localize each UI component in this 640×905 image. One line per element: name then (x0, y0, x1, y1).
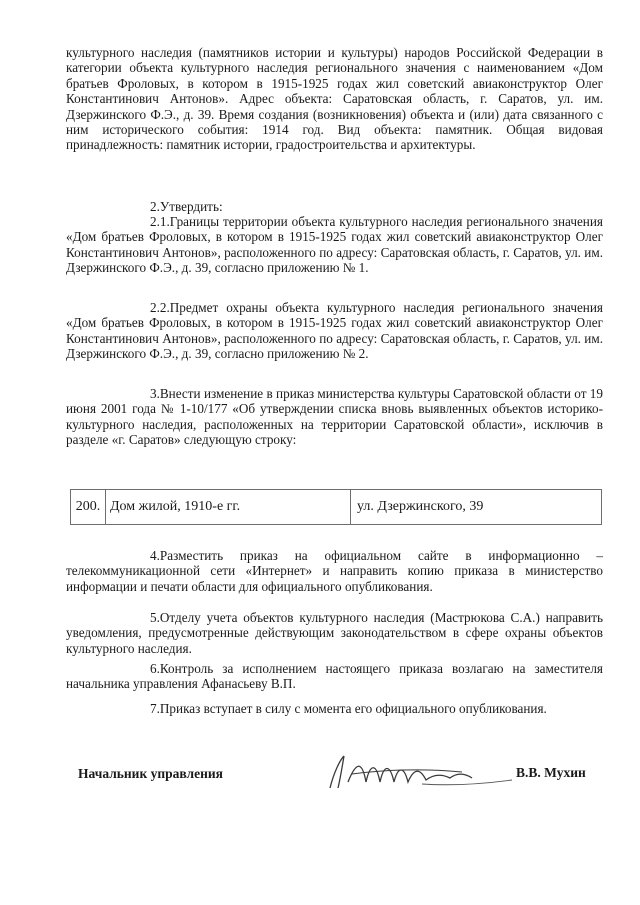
item-3-number: 3. (150, 386, 160, 401)
item-5-number: 5. (150, 610, 160, 625)
item-2-2-number: 2.2. (150, 300, 170, 315)
signatory-name: В.В. Мухин (516, 765, 586, 780)
item-2-1-number: 2.1. (150, 214, 170, 229)
item-6-number: 6. (150, 661, 160, 676)
item-2-1 (66, 214, 603, 276)
item-3-text: Внести изменение в приказ министерства культуры Саратовской области от 19 июня 2001 года № 1-10/177 «Об утверждении списка вновь выявленных объектов историко-культурного наследия, расположенных на территории Саратовской области», исключив в разделе «г. Саратов» следующую строку: (66, 386, 603, 448)
item-7 (66, 701, 603, 716)
item-3 (66, 386, 603, 448)
item-4 (66, 548, 603, 594)
item-2-2-text: Предмет охраны объекта культурного наследия регионального значения «Дом братьев Фроловых, в котором в 1915-1925 годах жил советский авиаконструктор Олег Константинович Антонов», расположенного по адресу: Саратовская область, г. Саратов, ул. им. Дзержинского Ф.Э., д. 39, согласно приложению № 2. (66, 300, 603, 362)
table-cell-number: 200. (71, 490, 106, 524)
item-4-text: Разместить приказ на официальном сайте в информационно – телекоммуникационной сети «Интернет» и направить копию приказа в министерство информации и печати области для официального опубликования. (66, 548, 603, 594)
table-cell-name: Дом жилой, 1910-е гг. (106, 490, 351, 524)
item-5-text: Отделу учета объектов культурного наследия (Мастрюкова С.А.) направить уведомления, предусмотренные действующим законодательством в сфере охраны объектов культурного наследия. (66, 610, 603, 656)
item-2-number: 2. (150, 199, 160, 214)
item-2 (66, 199, 603, 214)
item-6-text: Контроль за исполнением настоящего приказа возлагаю на заместителя начальника управления Афанасьеву В.П. (66, 661, 603, 692)
table-cell-address: ул. Дзержинского, 39 (357, 499, 484, 514)
handwritten-signature (322, 752, 518, 792)
item-7-number: 7. (150, 701, 160, 716)
item-4-number: 4. (150, 548, 160, 563)
signatory-title: Начальник управления (78, 766, 223, 781)
item-5 (66, 610, 603, 656)
item-2-text: Утвердить: (159, 199, 223, 214)
item-2-2 (66, 300, 603, 362)
excluded-row-table (70, 489, 602, 525)
item-2-1-text: Границы территории объекта культурного наследия регионального значения «Дом братьев Фроловых, в котором в 1915-1925 годах жил советский авиаконструктор Олег Константинович Антонов», расположенного по адресу: Саратовская область, г. Саратов, ул. им. Дзержинского Ф.Э., д. 39, согласно приложению № 1. (66, 214, 603, 276)
item-7-text: Приказ вступает в силу с момента его официального опубликования. (159, 701, 547, 716)
item-6 (66, 661, 603, 692)
intro-paragraph: культурного наследия (памятников истории и культуры) народов Российской Федерации в категории объекта культурного наследия регионального значения с наименованием «Дом братьев Фроловых, в котором в 1915-1925 годах жил советский авиаконструктор Олег Константинович Антонов». Адрес объекта: Саратовская область, г. Саратов, ул. им. Дзержинского Ф.Э., д. 39. Время создания (возникновения) объекта и (или) дата связанного с ним исторического события: 1914 год. Вид объекта: памятник. Общая видовая принадлежность: памятник истории, градостроительства и архитектуры. (66, 45, 603, 153)
